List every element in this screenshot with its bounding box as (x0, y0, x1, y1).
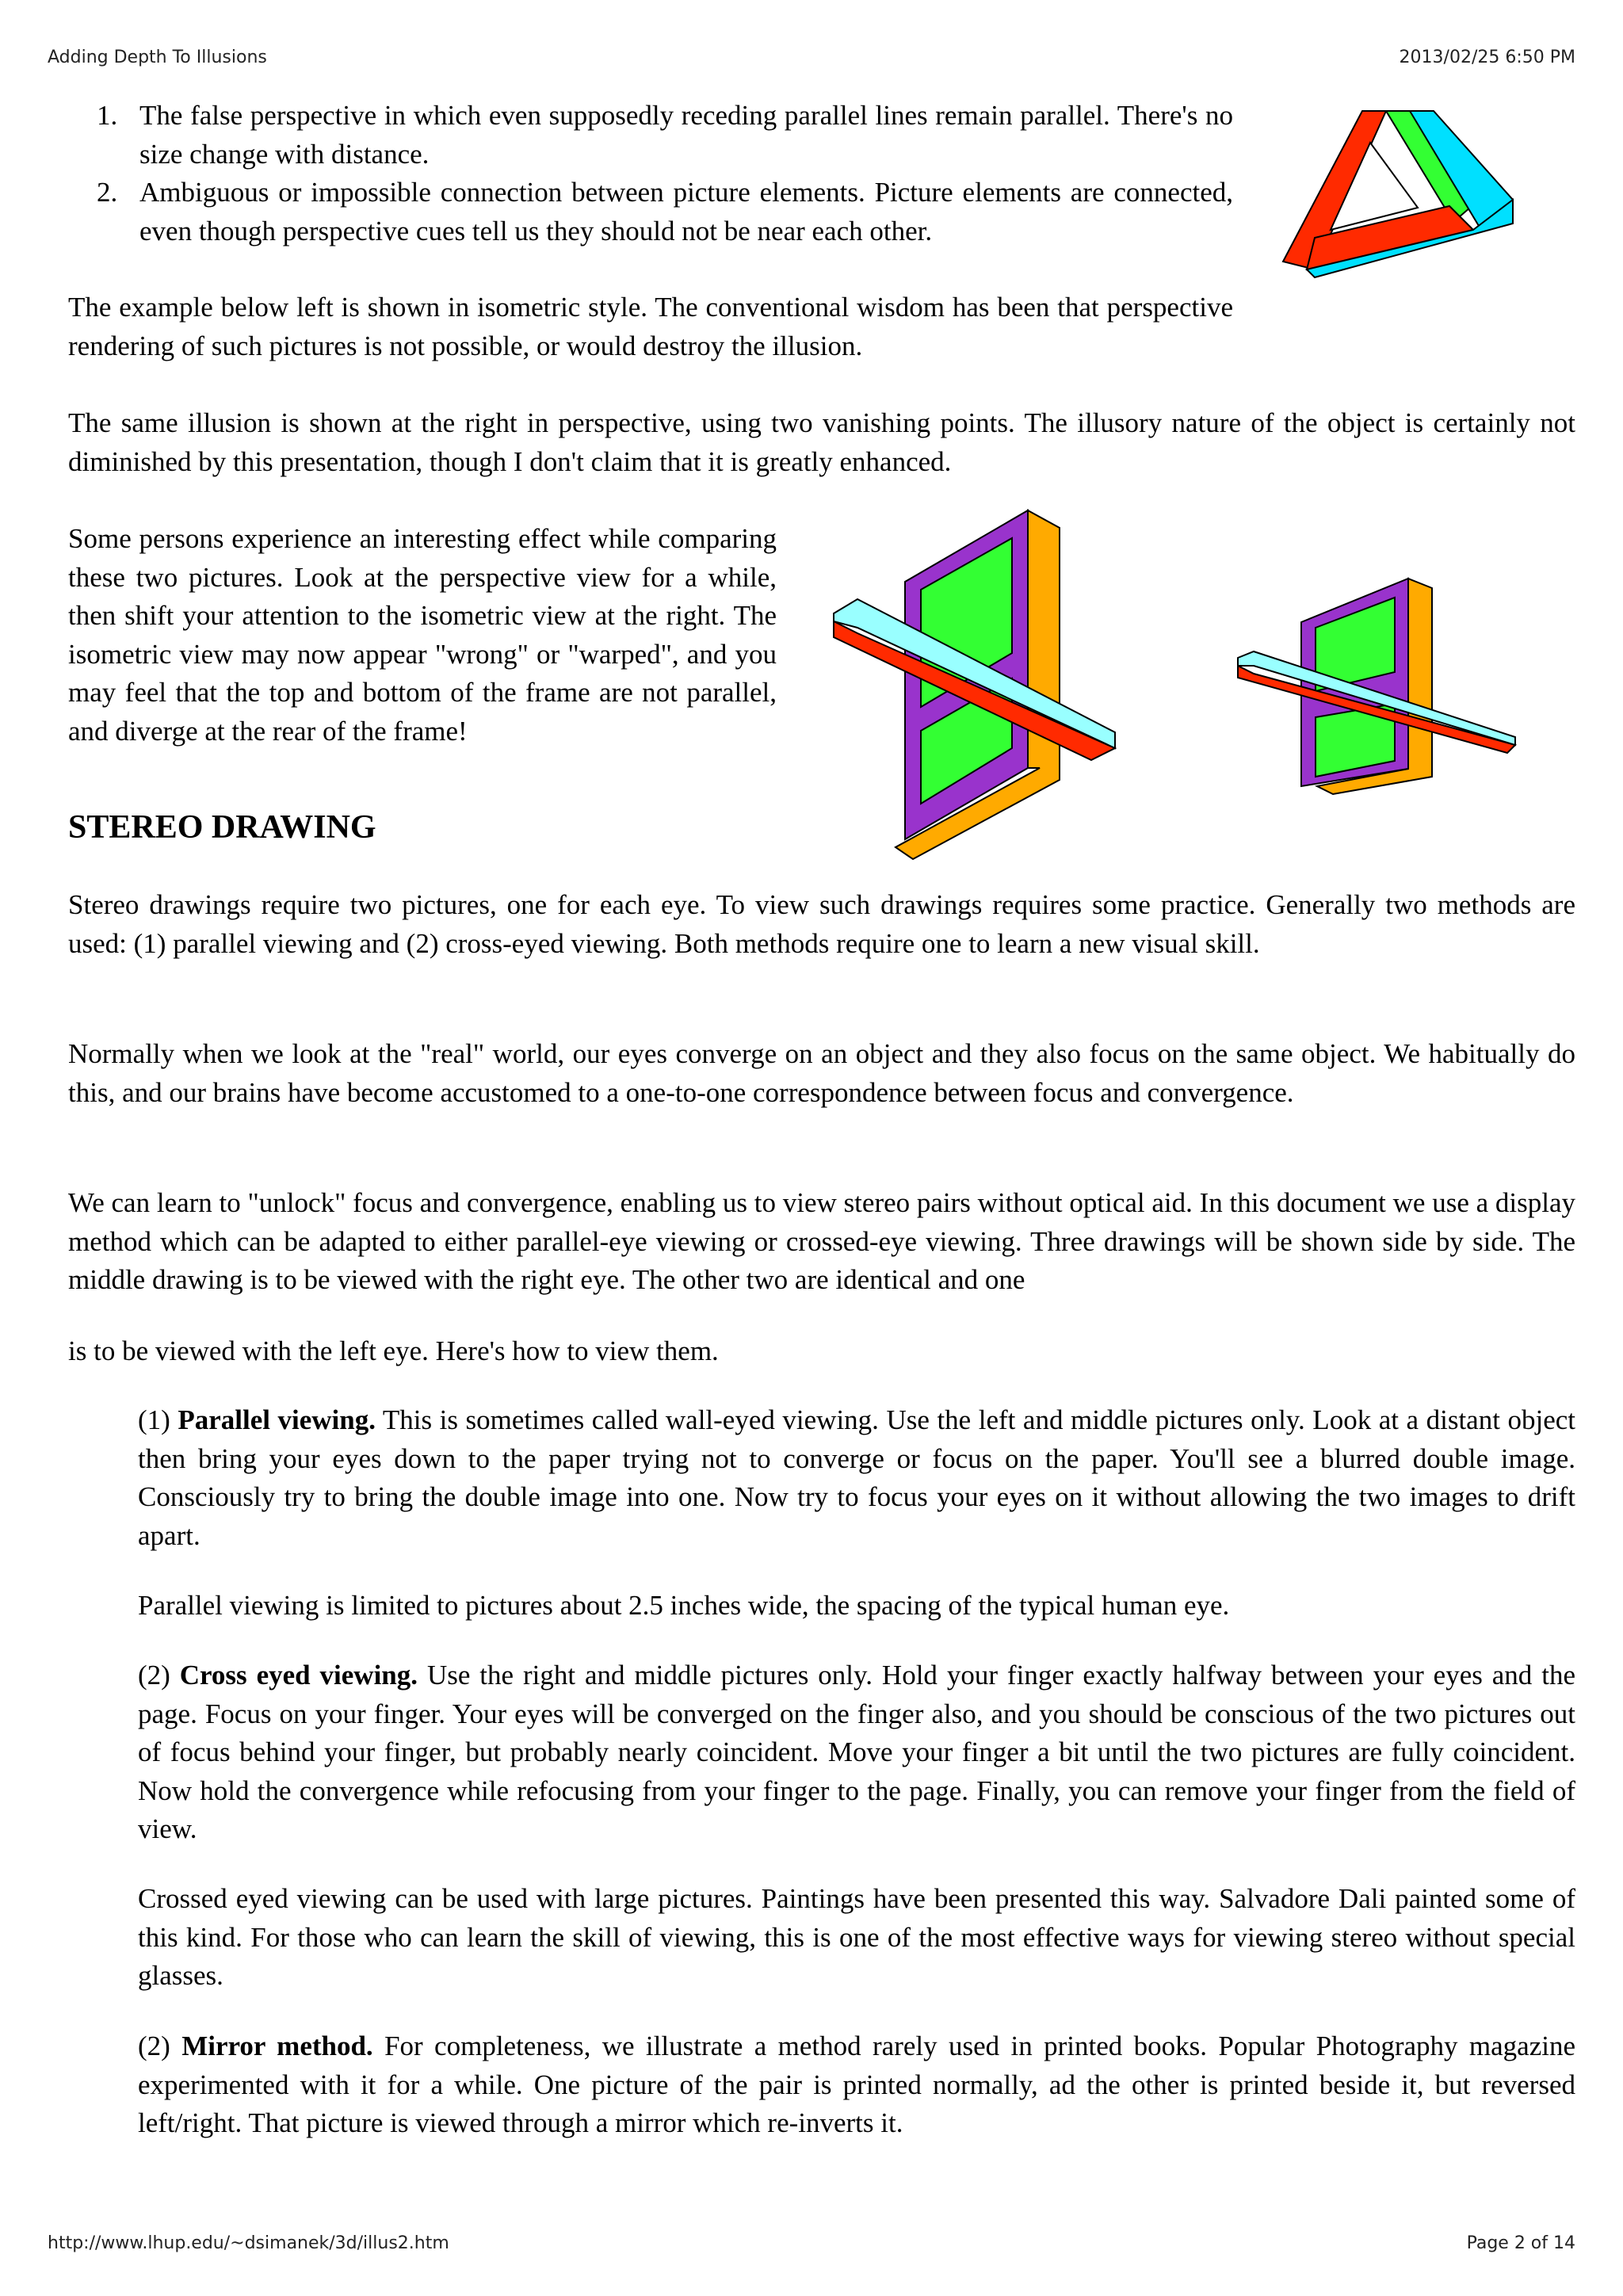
item-prefix: (2) (138, 2030, 182, 2061)
item-prefix: (2) (138, 1660, 180, 1690)
section-heading-stereo: STEREO DRAWING (68, 809, 376, 846)
header-title: Adding Depth To Illusions (48, 48, 267, 67)
paragraph-normally: Normally when we look at the "real" world, our eyes converge on an object and they also focus on the same object. We habitually do this, and our brains have become accustomed to a one-to-one correspondence between focus and convergence. (68, 1038, 1575, 1108)
list-item (68, 174, 1233, 250)
item-title: Cross eyed viewing. (179, 1660, 418, 1690)
list-number: 1. (97, 100, 118, 131)
item-text: For completeness, we illustrate a method rarely used in printed books. Popular Photography magazine experimented with it for a while. One picture of the pair is printed normally, ad the other is printed beside it, but reversed left/right. That picture is viewed through a mirror which re-inverts it. (138, 2030, 1575, 2138)
paragraph-unlock-continued: is to be viewed with the left eye. Here's how to view them. (68, 1335, 719, 1366)
paragraph-effect: Some persons experience an interesting effect while comparing these two pictures. Look at the perspective view for a while, then shift your attention to the isometric view at the right. The isometric view may now appear "wrong" or "warped", and you may feel that the top and bottom of the frame are not parallel, and diverge at the rear of the frame! (68, 523, 777, 747)
page-content (68, 100, 1575, 2138)
paragraph-unlock: We can learn to "unlock" focus and convergence, enabling us to view stereo pairs without optical aid. In this document we use a display method which can be adapted to either parallel-eye viewing or crossed-eye viewing. Three drawings will be shown side by side. The middle drawing is to be viewed with the right eye. The other two are identical and one (68, 1187, 1575, 1295)
perspective-frame-figure (1238, 579, 1523, 832)
numbered-list (68, 97, 1233, 250)
paragraph-stereo-intro: Stereo drawings require two pictures, one for each eye. To view such drawings requires some practice. Generally two methods are used: (1) parallel viewing and (2) cross-eyed viewing. Both methods require one to learn a new visual skill. (68, 889, 1575, 959)
paragraph-parallel-limit: Parallel viewing is limited to pictures about 2.5 inches wide, the spacing of the typical human eye. (138, 1590, 1230, 1621)
list-text: Ambiguous or impossible connection between picture elements. Picture elements are connected, even though perspective cues tell us they should not be near each other. (139, 177, 1233, 246)
list-text: The false perspective in which even supposedly receding parallel lines remain parallel. There's no size change with distance. (139, 100, 1233, 170)
item-text: Use the right and middle pictures only. Hold your finger exactly halfway between your eyes and the page. Focus on your finger. Your eyes will be converged on the finger also, and you should be conscious of the two pictures out of focus behind your finger, but probably nearly coincident. Move your finger a bit until the two pictures are fully coincident. Now hold the convergence while refocusing from your finger to the page. Finally, you can remove your finger from the field of view. (138, 1660, 1575, 1844)
list-number: 2. (97, 177, 118, 208)
paragraph-parallel-viewing (138, 1401, 1575, 1555)
footer-page-number: Page 2 of 14 (1466, 2233, 1575, 2253)
impossible-triangle-figure (1283, 111, 1521, 277)
header-datetime: 2013/02/25 6:50 PM (1399, 48, 1575, 67)
paragraph-cross-eyed-viewing (138, 1656, 1575, 1849)
item-title: Mirror method. (181, 2030, 373, 2061)
paragraph-isometric: The example below left is shown in isometric style. The conventional wisdom has been that perspective rendering of such pictures is not possible, or would destroy the illusion. (68, 292, 1233, 361)
paragraph-mirror-method (138, 2027, 1575, 2143)
item-text: This is sometimes called wall-eyed viewing. Use the left and middle pictures only. Look at a distant object then bring your eyes down to the paper trying not to converge or focus on the paper. You'll see a blurred double image. Consciously try to bring the double image into one. Now try to focus your eyes on it without allowing the two images to drift apart. (138, 1404, 1575, 1551)
footer-url: http://www.lhup.edu/~dsimanek/3d/illus2.htm (48, 2233, 449, 2253)
paragraph-perspective: The same illusion is shown at the right in perspective, using two vanishing points. The illusory nature of the object is certainly not diminished by this presentation, though I don't claim that it is greatly enhanced. (68, 407, 1575, 477)
item-title: Parallel viewing. (178, 1404, 376, 1435)
item-prefix: (1) (138, 1404, 178, 1435)
list-item (68, 97, 1233, 174)
paragraph-crossed-large: Crossed eyed viewing can be used with large pictures. Paintings have been presented this way. Salvadore Dali painted some of this kind. For those who can learn the skill of viewing, this is one of the most effective ways for viewing stereo without special glasses. (138, 1883, 1575, 1991)
isometric-frame-figure (834, 510, 1119, 859)
